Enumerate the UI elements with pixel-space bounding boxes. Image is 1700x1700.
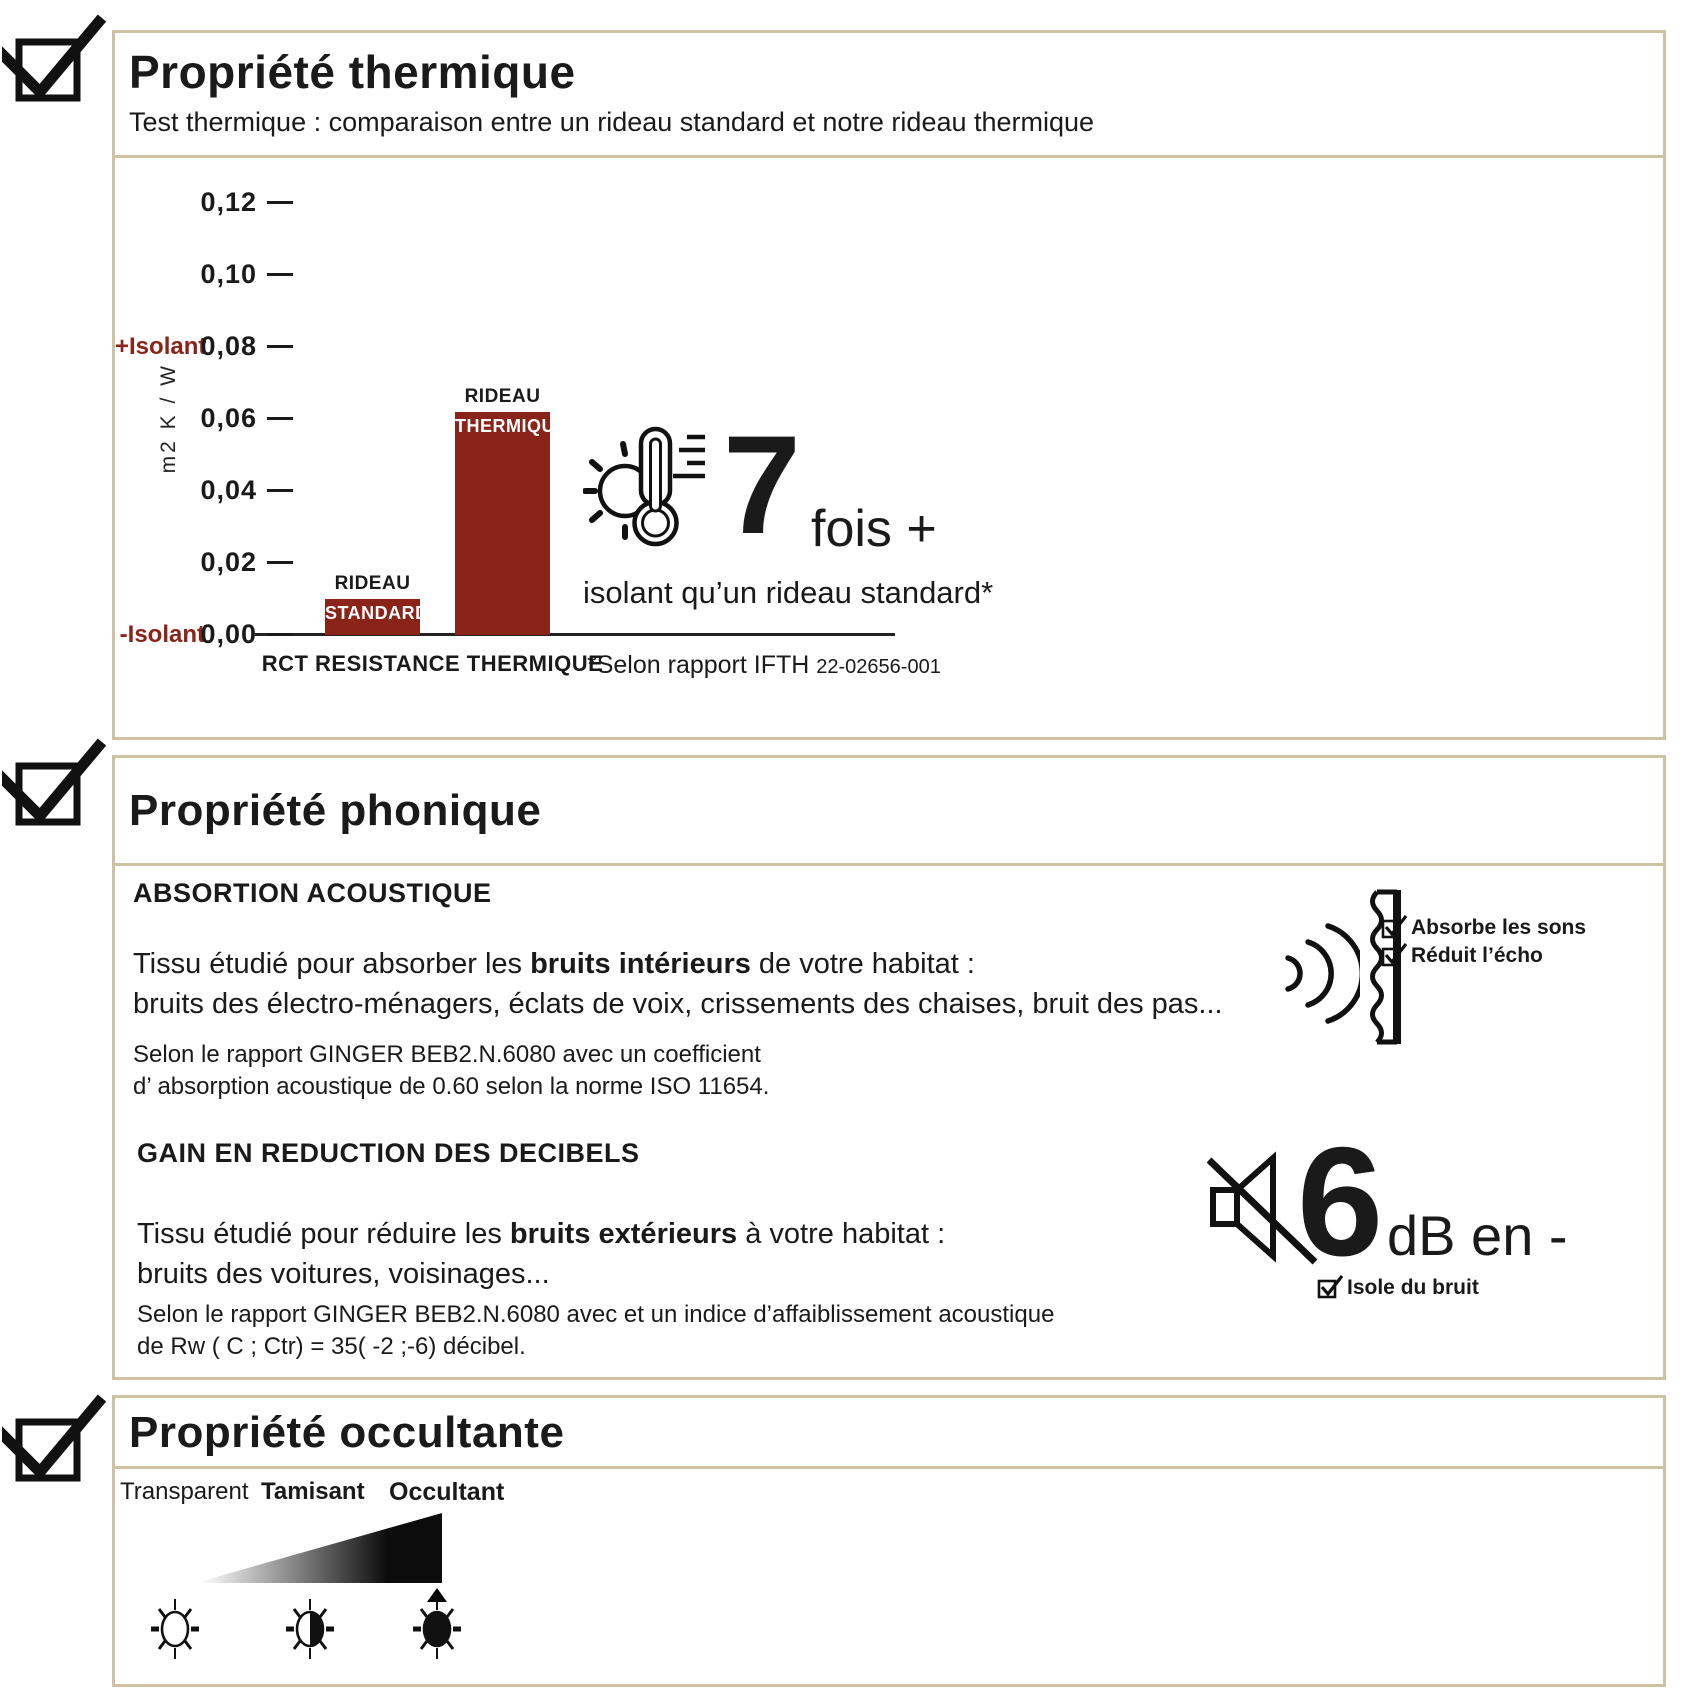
footnote-ref: 22-02656-001 [816, 656, 941, 678]
reduction-line1-bold: bruits extérieurs [509, 1218, 738, 1250]
thermal-fact-number: 7 [723, 406, 801, 563]
bar-top-label: RIDEAU [334, 573, 411, 594]
opacity-gradient-triangle [195, 1513, 442, 1583]
blackout-title: Propriété occultante [129, 1408, 565, 1457]
chart-footnote [587, 651, 941, 680]
reduction-note2: de Rw ( C ; Ctr) = 35( -2 ;-6) décibel. [137, 1333, 526, 1360]
acoustic-section [112, 755, 1666, 1380]
y-tick-label: 0,04 [200, 475, 257, 505]
header-divider [115, 863, 1663, 866]
y-tick-label: 0,00 [200, 619, 257, 649]
absorption-line1 [133, 948, 975, 981]
footnote-prefix: *Selon rapport IFTH [587, 651, 817, 679]
acoustic-fact-number: 6 [1297, 1115, 1384, 1288]
thermal-chart [115, 33, 1663, 737]
isolation-check-row [1317, 1274, 1479, 1300]
checked-checkbox-icon [2, 14, 106, 106]
isolation-check-label: Isole du bruit [1347, 1276, 1479, 1299]
y-tick-label: 0,06 [200, 403, 257, 433]
checked-checkbox-icon [1381, 942, 1407, 968]
y-tick-label: 0,10 [200, 259, 257, 289]
checked-checkbox-icon [1317, 1274, 1343, 1300]
y-tick-mark [267, 273, 293, 276]
thermal-title: Propriété thermique [129, 46, 576, 98]
sun-thermometer-icon [583, 423, 723, 553]
y-tick-mark [267, 489, 293, 492]
y-tick-mark [267, 345, 293, 348]
y-tick-mark [267, 417, 293, 420]
reduction-note1: Selon le rapport GINGER BEB2.N.6080 avec et un indice d’affaiblissement acoustique [137, 1301, 1055, 1328]
sun-half-icon [280, 1598, 340, 1660]
x-axis-caption: RCT RESISTANCE THERMIQUE [261, 651, 604, 676]
bar-top-label: RIDEAU [464, 386, 541, 407]
absorption-heading: ABSORTION ACOUSTIQUE [133, 878, 492, 908]
checked-checkbox-icon [2, 738, 106, 830]
absorption-note1: Selon le rapport GINGER BEB2.N.6080 avec un coefficient [133, 1041, 761, 1068]
y-tick-label: 0,08 [200, 331, 257, 361]
header-divider [115, 1466, 1663, 1469]
absorption-line1-tail: de votre habitat : [750, 948, 975, 980]
thermal-fact-unit: fois + [811, 500, 937, 558]
y-tick-mark [267, 561, 293, 564]
scale-label-tamisant: Tamisant [261, 1478, 365, 1505]
thermal-section [112, 30, 1666, 740]
absorb-check-row-1 [1381, 914, 1586, 940]
blackout-section [112, 1395, 1666, 1687]
absorption-line2: bruits des électro-ménagers, éclats de voix, crissements des chaises, bruit des pas... [133, 988, 1223, 1020]
absorb-check-row-2 [1381, 942, 1543, 968]
bar-inside-label: THERMIQUE [455, 416, 568, 436]
minus-isolant-label: -Isolant [119, 621, 205, 648]
reduction-line1-tail: à votre habitat : [737, 1218, 946, 1250]
sound-waves-icon [1270, 906, 1360, 1041]
y-tick-mark [267, 201, 293, 204]
absorb-check2-label: Réduit l’écho [1411, 944, 1543, 967]
reduction-line2: bruits des voitures, voisinages... [137, 1258, 550, 1290]
absorption-note2: d’ absorption acoustique de 0.60 selon la norme ISO 11654. [133, 1073, 770, 1100]
y-tick-label: 0,02 [200, 547, 257, 577]
reduction-line1-pre: Tissu étudié pour réduire les [137, 1218, 510, 1250]
thermal-fact-caption: isolant qu’un rideau standard* [583, 575, 994, 610]
checked-checkbox-icon [2, 1394, 106, 1486]
checked-checkbox-icon [1381, 914, 1407, 940]
y-tick-label: 0,12 [200, 187, 257, 217]
absorb-check1-label: Absorbe les sons [1411, 916, 1587, 939]
scale-label-occultant: Occultant [389, 1478, 505, 1506]
scale-label-transparent: Transparent [120, 1478, 249, 1505]
reduction-heading: GAIN EN REDUCTION DES DECIBELS [137, 1138, 640, 1168]
y-tick-mark [267, 633, 293, 636]
absorption-line1-bold: bruits intérieurs [530, 948, 751, 980]
reduction-line1 [137, 1218, 945, 1251]
bar-inside-label: STANDARD [325, 603, 429, 623]
sun-outline-icon [145, 1598, 205, 1660]
bar-rideau-thermique [455, 412, 568, 635]
sun-full-icon [407, 1598, 467, 1660]
thermal-subtitle: Test thermique : comparaison entre un rideau standard et notre rideau thermique [129, 107, 1095, 137]
acoustic-fact-unit: dB en - [1387, 1204, 1568, 1267]
bar-rideau-standard [325, 599, 429, 635]
acoustic-title: Propriété phonique [129, 786, 542, 835]
plus-isolant-label: +Isolant [115, 333, 207, 360]
absorption-line1-pre: Tissu étudié pour absorber les [133, 948, 531, 980]
y-axis-unit: m2 K / W [157, 363, 180, 474]
